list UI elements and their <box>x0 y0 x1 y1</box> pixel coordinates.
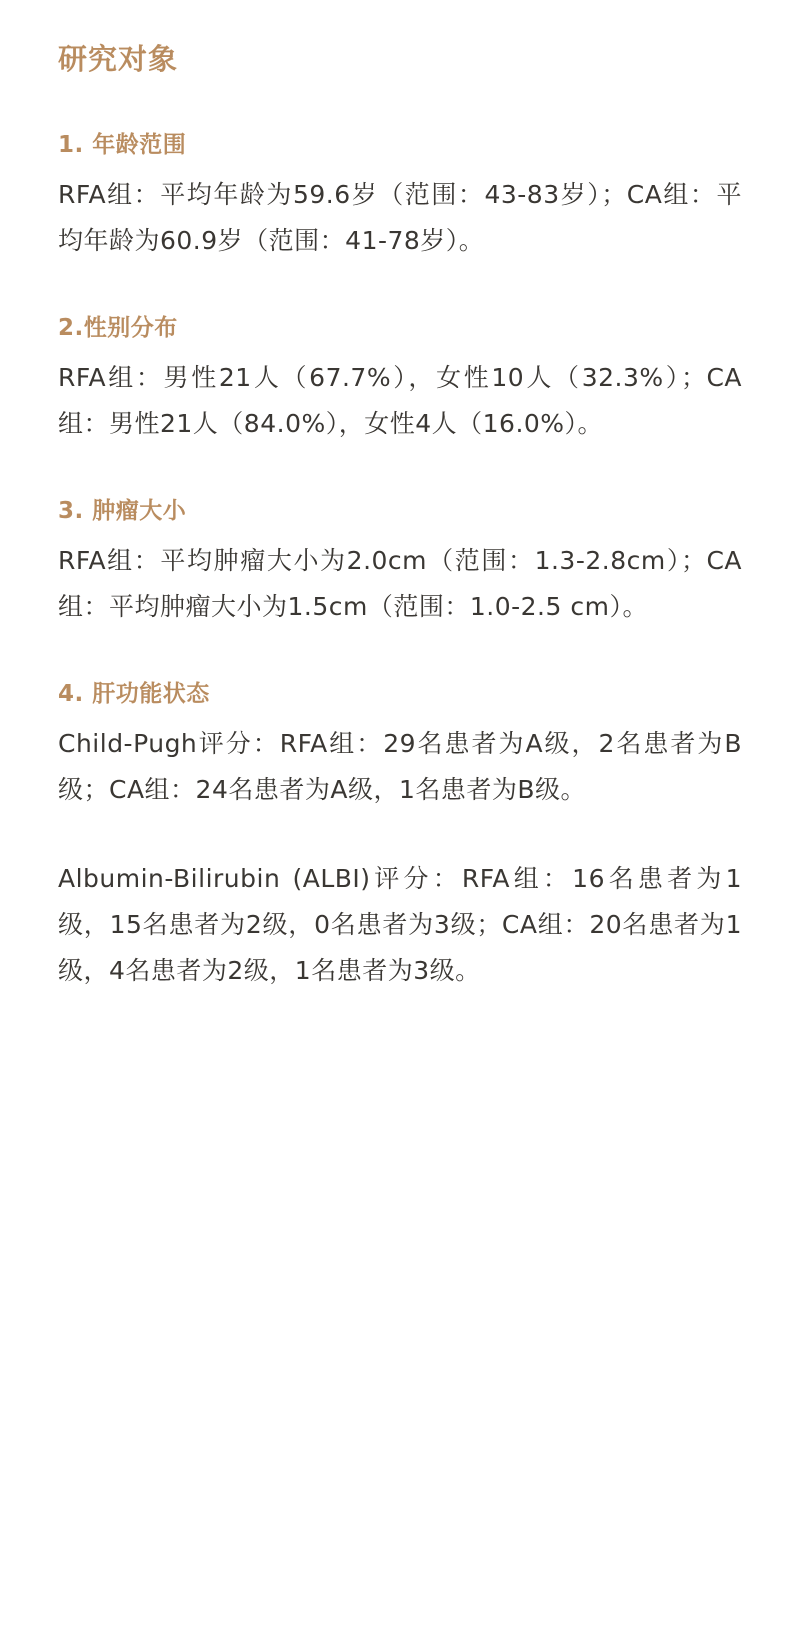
section-paragraph-gender-distribution: RFA组：男性21人（67.7%），女性10人（32.3%）；CA组：男性21人（84.0%），女性4人（16.0%）。 <box>58 363 742 439</box>
section-heading-age-range: 1. 年龄范围 <box>58 131 187 158</box>
section-liver-function <box>58 677 742 995</box>
section-paragraph-age-range: RFA组：平均年龄为59.6岁（范围：43-83岁）；CA组：平均年龄为60.9岁（范围：41-78岁）。 <box>58 180 742 256</box>
section-heading-gender-distribution: 2.性别分布 <box>58 314 178 341</box>
section-heading-tumor-size: 3. 肿瘤大小 <box>58 497 187 524</box>
section-paragraph-child-pugh: Child-Pugh评分：RFA组：29名患者为A级，2名患者为B级；CA组：24名患者为A级，1名患者为B级。 <box>58 729 742 805</box>
page-title: 研究对象 <box>58 42 179 76</box>
section-paragraph-tumor-size: RFA组：平均肿瘤大小为2.0cm（范围：1.3-2.8cm）；CA组：平均肿瘤大小为1.5cm（范围：1.0-2.5 cm）。 <box>58 546 742 622</box>
section-heading-liver-function: 4. 肝功能状态 <box>58 680 210 707</box>
section-gender-distribution <box>58 311 742 448</box>
section-paragraph-albi: Albumin-Bilirubin (ALBI)评分：RFA组：16名患者为1级，15名患者为2级，0名患者为3级；CA组：20名患者为1级，4名患者为2级，1名患者为3级。 <box>58 863 742 985</box>
section-tumor-size <box>58 494 742 631</box>
section-age-range <box>58 128 742 265</box>
